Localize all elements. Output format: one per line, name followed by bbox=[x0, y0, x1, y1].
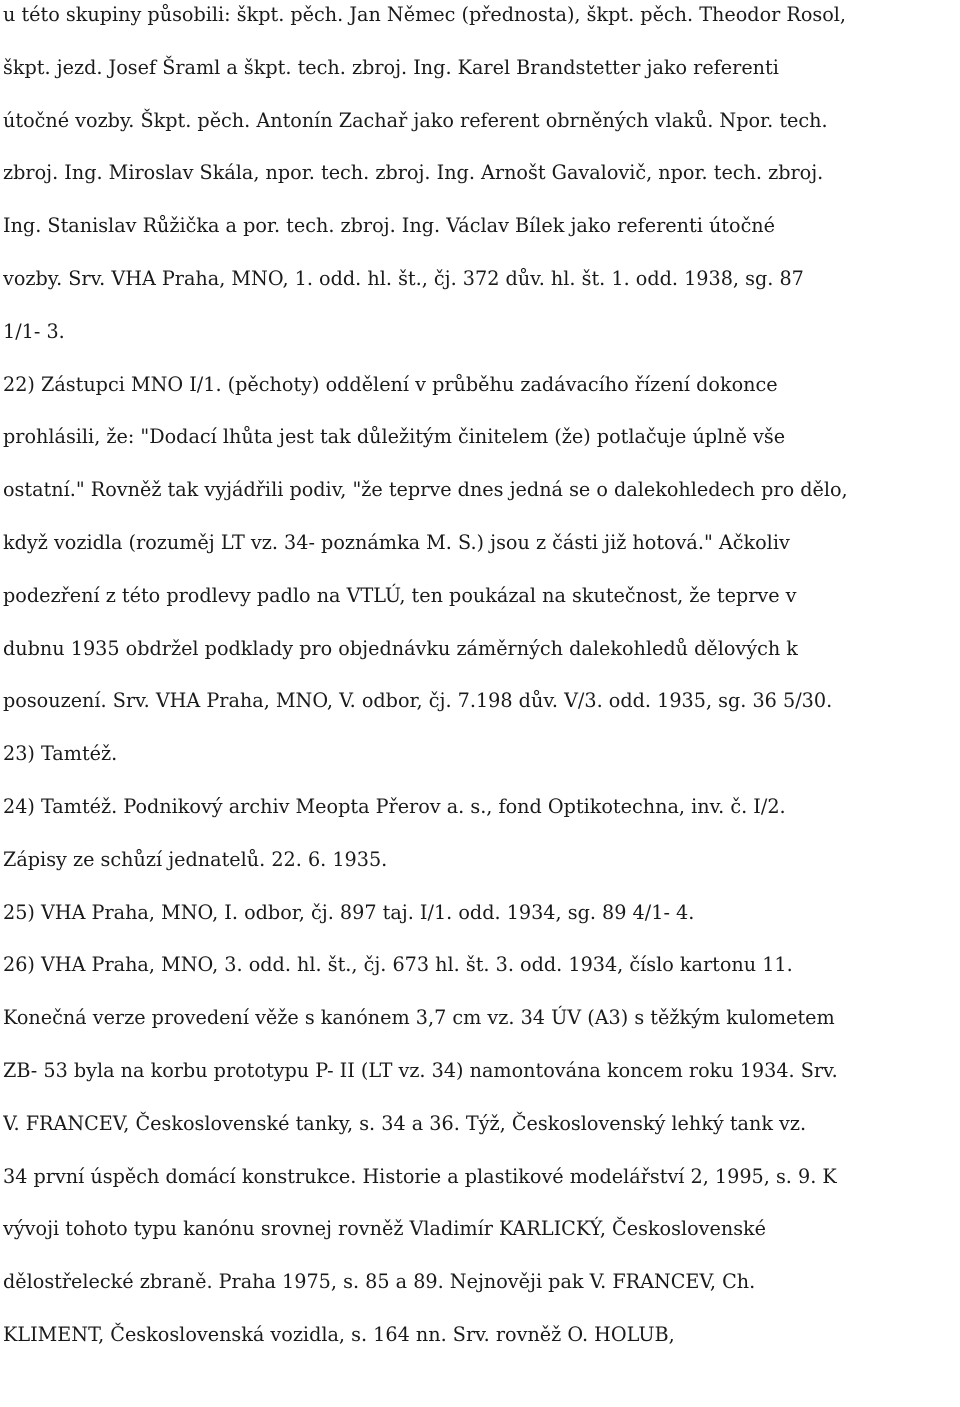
footnote-22-line: 22) Zástupci MNO I/1. (pěchoty) oddělení v průběhu zadávacího řízení dokonce bbox=[3, 372, 778, 396]
text-line: ZB- 53 byla na korbu prototypu P- II (LT vz. 34) namontována koncem roku 1934. Srv. bbox=[3, 1058, 838, 1082]
text-line: V. FRANCEV, Československé tanky, s. 34 a 36. Týž, Československý lehký tank vz. bbox=[3, 1111, 807, 1135]
footnote-25-line: 25) VHA Praha, MNO, I. odbor, čj. 897 taj. I/1. odd. 1934, sg. 89 4/1- 4. bbox=[3, 900, 695, 924]
text-line: 1/1- 3. bbox=[3, 319, 65, 343]
document-page bbox=[3, 0, 958, 1362]
footnote-24-line: 24) Tamtéž. Podnikový archiv Meopta Přerov a. s., fond Optikotechna, inv. č. I/2. bbox=[3, 794, 786, 818]
text-line: ostatní." Rovněž tak vyjádřili podiv, "že teprve dnes jedná se o dalekohledech pro dělo, bbox=[3, 478, 848, 502]
text-line: Zápisy ze schůzí jednatelů. 22. 6. 1935. bbox=[3, 847, 388, 871]
text-line: škpt. jezd. Josef Šraml a škpt. tech. zbroj. Ing. Karel Brandstetter jako referenti bbox=[3, 55, 779, 79]
text-line: zbroj. Ing. Miroslav Skála, npor. tech. zbroj. Ing. Arnošt Gavalovič, npor. tech. zbroj. bbox=[3, 161, 824, 185]
text-line: KLIMENT, Československá vozidla, s. 164 nn. Srv. rovněž O. HOLUB, bbox=[3, 1322, 675, 1346]
footnote-23-line: 23) Tamtéž. bbox=[3, 742, 118, 766]
text-line: prohlásili, že: "Dodací lhůta jest tak důležitým činitelem (že) potlačuje úplně vše bbox=[3, 425, 786, 449]
text-line: Konečná verze provedení věže s kanónem 3,7 cm vz. 34 ÚV (A3) s těžkým kulometem bbox=[3, 1006, 835, 1030]
text-line: 34 první úspěch domácí konstrukce. Historie a plastikové modelářství 2, 1995, s. 9. K bbox=[3, 1164, 837, 1188]
text-line: Ing. Stanislav Růžička a por. tech. zbroj. Ing. Václav Bílek jako referenti útočné bbox=[3, 214, 776, 238]
footnote-26-line: 26) VHA Praha, MNO, 3. odd. hl. št., čj. 673 hl. št. 3. odd. 1934, číslo kartonu 11. bbox=[3, 953, 793, 977]
text-line: dubnu 1935 obdržel podklady pro objednávku záměrných dalekohledů dělových k bbox=[3, 636, 798, 660]
text-line: posouzení. Srv. VHA Praha, MNO, V. odbor, čj. 7.198 dův. V/3. odd. 1935, sg. 36 5/30. bbox=[3, 689, 833, 713]
text-line: dělostřelecké zbraně. Praha 1975, s. 85 a 89. Nejnověji pak V. FRANCEV, Ch. bbox=[3, 1270, 756, 1294]
text-line: útočné vozby. Škpt. pěch. Antonín Zachař jako referent obrněných vlaků. Npor. tech. bbox=[3, 108, 828, 132]
text-line: vozby. Srv. VHA Praha, MNO, 1. odd. hl. št., čj. 372 dův. hl. št. 1. odd. 1938, sg. 87 bbox=[3, 266, 804, 290]
text-line: podezření z této prodlevy padlo na VTLÚ, ten poukázal na skutečnost, že teprve v bbox=[3, 583, 797, 607]
text-line: vývoji tohoto typu kanónu srovnej rovněž Vladimír KARLICKÝ, Československé bbox=[3, 1217, 767, 1241]
text-line: když vozidla (rozuměj LT vz. 34- poznámka M. S.) jsou z části již hotová." Ačkoliv bbox=[3, 530, 790, 554]
text-line: u této skupiny působili: škpt. pěch. Jan Němec (přednosta), škpt. pěch. Theodor Rosol, bbox=[3, 3, 847, 26]
